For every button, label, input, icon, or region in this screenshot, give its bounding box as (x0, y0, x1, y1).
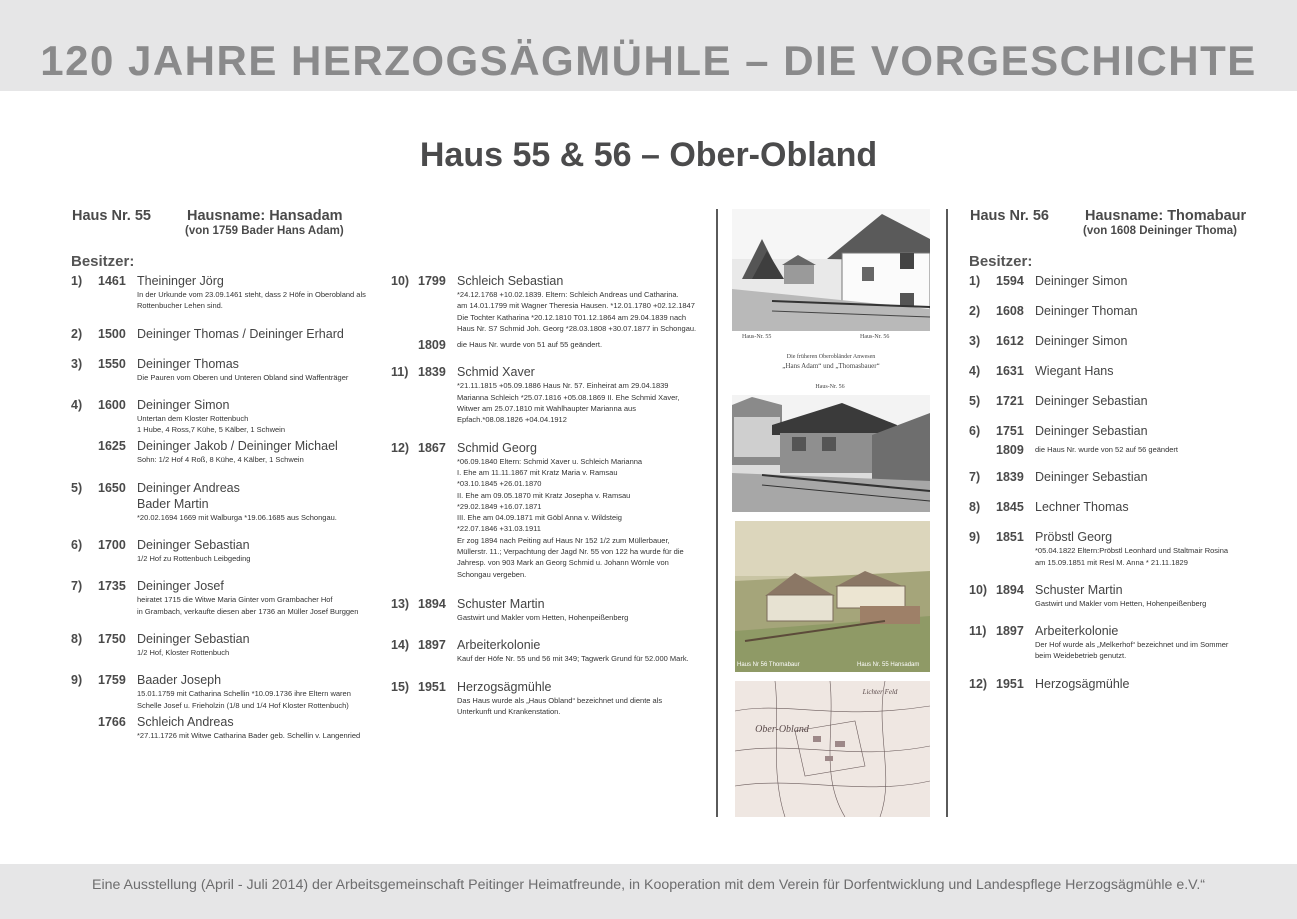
sub-entry-year: 1809 (418, 338, 446, 353)
owner-entry (391, 679, 711, 718)
owner-entry (969, 423, 1269, 455)
owner-entry (71, 480, 386, 523)
entry-number: 10) (391, 274, 410, 288)
sub-entry-year: 1766 (98, 714, 126, 729)
owner-entry (391, 637, 711, 664)
entry-year: 1897 (996, 624, 1024, 639)
entry-number: 6) (71, 538, 83, 553)
owner-name: Herzogsägmühle (1035, 676, 1130, 691)
entry-number: 1) (969, 274, 981, 288)
owners-label: Besitzer: (969, 253, 1033, 270)
owner-entry (71, 631, 386, 658)
owner-note-line: Gastwirt und Makler vom Hetten, Hohenpeißenberg (457, 612, 629, 622)
owner-note-line: II. Ehe am 09.05.1870 mit Kratz Josepha v. Ramsau (457, 490, 631, 500)
entry-year: 1461 (98, 274, 126, 288)
entry-year: 1550 (98, 356, 126, 371)
owner-note-line: 1 Hube, 4 Ross,7 Kühe, 5 Kälber, 1 Schwein (137, 425, 286, 435)
owner-name: Deininger Sebastian (1035, 424, 1148, 438)
owner-note-line: *03.10.1845 +26.01.1870 (457, 479, 542, 489)
sub-owner-name: Deininger Jakob / Deininger Michael (137, 439, 338, 454)
owner-name: Deininger Simon (1035, 334, 1128, 348)
entry-number: 8) (71, 631, 83, 646)
haus-55-number: Haus Nr. 55 (72, 208, 151, 224)
owner-entry (391, 596, 711, 623)
entry-number: 9) (969, 530, 981, 545)
sub-owner-note: Sohn: 1/2 Hof 4 Roß, 8 Kühe, 4 Kälber, 1 Schwein (137, 455, 304, 465)
owner-name: Pröbstl Georg (1035, 530, 1113, 545)
owner-note-line: Witwer am 25.07.1810 mit Wahlhaupter Marianna aus (457, 404, 636, 414)
historic-photo-barn (732, 395, 930, 512)
owner-entry (969, 529, 1269, 568)
haus-55-column (71, 205, 386, 741)
owner-note-line: Das Haus wurde als „Haus Obland“ bezeichnet und diente als (457, 695, 663, 705)
entry-year: 1897 (418, 638, 446, 653)
map-label-ober-obland: Ober-Obland (755, 724, 809, 735)
owner-name: Schleich Sebastian (457, 274, 564, 288)
painting-label-haus-56: Haus Nr 56 Thomabaur (737, 662, 800, 668)
owner-note-line: Er zog 1894 nach Peiting auf Haus Nr 152 1/2 zum Müllerbauer, (457, 535, 670, 545)
owner-entry (969, 333, 1269, 349)
owner-note-line: heiratet 1715 die Witwe Maria Ginter vom Grambacher Hof (137, 595, 333, 605)
entry-year: 1799 (418, 274, 446, 288)
owner-sub-entry (98, 714, 386, 741)
owner-note-line: In der Urkunde vom 23.09.1461 steht, dass 2 Höfe in Oberobland als Rottenbucher Lehen sind. (137, 290, 366, 311)
entry-number: 6) (969, 424, 981, 438)
owner-name: Deininger Josef (137, 579, 224, 594)
entry-number: 9) (71, 673, 83, 688)
photo-caption-haus-56: Haus-Nr. 56 (860, 334, 890, 340)
owner-note-line: *29.02.1849 +16.07.1871 (457, 501, 542, 511)
painting-label-haus-55: Haus Nr. 55 Hansadam (857, 662, 920, 668)
sub-entry-year: 1625 (98, 439, 126, 454)
entry-year: 1608 (996, 304, 1024, 318)
entry-year: 1612 (996, 334, 1024, 348)
owner-name: Theininger Jörg (137, 274, 224, 288)
owner-name: Lechner Thomas (1035, 500, 1129, 515)
owner-name: Deininger Thomas / Deininger Erhard (137, 326, 344, 341)
owner-sub-entry (418, 337, 711, 353)
owner-name: Arbeiterkolonie (1035, 624, 1119, 639)
entry-number: 7) (71, 579, 83, 594)
entry-year: 1894 (418, 596, 446, 611)
owner-note-line: Gastwirt und Makler vom Hetten, Hohenpeißenberg (1035, 598, 1207, 608)
entry-year: 1839 (418, 365, 446, 380)
map-label-field: Lichter Feld (862, 688, 898, 696)
owner-entry (71, 326, 386, 342)
entry-year: 1951 (996, 676, 1024, 691)
photo-caption-line-2: „Hans Adam“ und „Thomasbauer“ (782, 362, 880, 370)
sub-owner-note: die Haus Nr. wurde von 52 auf 56 geändert (1035, 445, 1179, 454)
owner-entry (391, 440, 711, 580)
owner-note-line: beim Weidebetrieb genutzt. (1035, 651, 1127, 661)
haus-55-since: (von 1759 Bader Hans Adam) (185, 225, 344, 237)
entry-number: 11) (969, 624, 987, 639)
haus-56-since: (von 1608 Deininger Thoma) (1083, 225, 1238, 237)
owner-note-line: 1/2 Hof, Kloster Rottenbuch (137, 647, 230, 657)
entry-number: 15) (391, 679, 410, 694)
entry-number: 7) (969, 470, 981, 485)
haus-55-name: Hausname: Hansadam (187, 208, 343, 224)
owner-name: Deininger Simon (1035, 274, 1128, 288)
historic-painting-farmstead (735, 521, 930, 672)
owner-name: Wiegant Hans (1035, 364, 1114, 378)
owner-entry (969, 273, 1269, 289)
entry-year: 1845 (996, 500, 1024, 515)
owner-note-line: *20.02.1694 1669 mit Walburga *19.06.1685 aus Schongau. (137, 512, 337, 522)
entry-year: 1851 (996, 530, 1024, 545)
divider-line-left (716, 209, 718, 817)
entry-year: 1594 (996, 274, 1024, 288)
haus-55-column-continued (391, 273, 711, 717)
entry-year: 1750 (98, 631, 126, 646)
owner-note-line: 1/2 Hof zu Rottenbuch Leibgeding (137, 554, 251, 564)
entry-number: 3) (71, 356, 83, 371)
historic-cadastral-map (735, 681, 930, 817)
entry-number: 2) (969, 304, 981, 318)
owner-name: Schmid Georg (457, 440, 537, 455)
owner-note-line: Haus Nr. S7 Schmid Joh. Georg *28.03.1808 +30.07.1877 in Schongau. (457, 323, 697, 333)
owner-sub-entry (996, 442, 1269, 457)
owner-entry (391, 364, 711, 425)
photo-caption-line-1: Die früheren Oberobländer Anwesen (786, 354, 876, 360)
owner-name: Herzogsägmühle (457, 679, 552, 694)
entry-number: 8) (969, 500, 981, 515)
footer-text: Eine Ausstellung (April - Juli 2014) der Arbeitsgemeinschaft Peitinger Heimatfreunde, in Kooperation mit dem Verein für Dorfentwicklung und Landespflege Herzogsägmühle e.V.“ (91, 877, 1206, 893)
owner-name: Deininger Sebastian (137, 631, 250, 646)
sub-owner-name: Schleich Andreas (137, 714, 234, 729)
entry-year: 1867 (418, 440, 446, 455)
haus-55-header (71, 205, 386, 241)
owner-entry (71, 672, 386, 741)
photo-label-haus-56: Haus-Nr. 56 (815, 384, 845, 390)
owner-name: Schuster Martin (457, 596, 545, 611)
owner-note-line: Die Tochter Katharina *20.12.1810 T01.12.1864 am 29.04.1839 nach (457, 312, 687, 322)
owner-note-line: Schongau vergeben. (457, 569, 527, 579)
owner-note-line: Jahresp. von 903 Mark an Georg Schmid u. Johann Wörnle von (457, 558, 669, 568)
entry-year: 1735 (98, 579, 126, 594)
owner-name: Deininger Thomas (137, 356, 239, 371)
owner-note-line: Epfach.*08.08.1826 +04.04.1912 (457, 415, 567, 425)
owner-name: Deininger Simon (137, 397, 230, 412)
owner-entry (71, 273, 386, 312)
entry-number: 11) (391, 365, 409, 380)
entry-number: 2) (71, 326, 83, 341)
haus-56-number: Haus Nr. 56 (970, 208, 1049, 224)
owners-label: Besitzer: (71, 253, 135, 270)
owner-name: Deininger Sebastian (137, 538, 250, 553)
entry-year: 1951 (418, 679, 446, 694)
owner-note-line: *06.09.1840 Eltern: Schmid Xaver u. Schleich Marianna (457, 456, 643, 466)
owner-note-line: 15.01.1759 mit Catharina Schellin *10.09.1736 ihre Eltern waren (137, 689, 351, 699)
entry-number: 5) (969, 394, 981, 408)
owner-note-line: Kauf der Höfe Nr. 55 und 56 mit 349; Tagwerk Grund für 52.000 Mark. (457, 654, 689, 664)
owner-name: Schmid Xaver (457, 365, 535, 380)
owner-entry (71, 397, 386, 466)
entry-year: 1600 (98, 397, 126, 412)
entry-year: 1631 (996, 364, 1024, 378)
owner-entry (969, 363, 1269, 379)
owner-name: Arbeiterkolonie (457, 638, 541, 653)
entry-year: 1721 (996, 394, 1024, 408)
owner-name: Deininger Sebastian (1035, 394, 1148, 408)
entry-year: 1700 (98, 538, 126, 553)
haus-56-header (969, 205, 1269, 241)
entry-number: 14) (391, 638, 410, 653)
page-subtitle: Haus 55 & 56 – Ober-Obland (419, 136, 878, 174)
owner-name: Schuster Martin (1035, 582, 1123, 597)
entry-number: 10) (969, 582, 988, 597)
entry-number: 12) (969, 676, 988, 691)
historic-photo-farmhouses (732, 209, 930, 331)
owner-entry (969, 469, 1269, 485)
owner-note-line: Der Hof wurde als „Melkerhof“ bezeichnet und im Sommer (1035, 640, 1229, 650)
owner-sub-entry (98, 438, 386, 465)
owner-entry (969, 303, 1269, 319)
owner-note-line: Die Pauren vom Oberen und Unteren Obland sind Waffenträger (137, 372, 349, 382)
owner-entry (969, 623, 1269, 662)
owner-note-line: *22.07.1846 +31.03.1911 (457, 524, 541, 534)
sub-entry-year: 1809 (996, 443, 1024, 457)
owner-note-line: *24.12.1768 +10.02.1839. Eltern: Schleich Andreas und Catharina. (457, 290, 679, 299)
entry-number: 5) (71, 480, 83, 495)
owner-name: Deininger Andreas (137, 480, 240, 495)
entry-year: 1759 (98, 673, 126, 688)
owner-note-line: Untertan dem Kloster Rottenbuch (137, 413, 249, 423)
owner-note-line: III. Ehe am 04.09.1871 mit Göbl Anna v. Wildsteig (457, 513, 622, 523)
haus-56-name: Hausname: Thomabaur (1085, 208, 1247, 224)
owner-name: Baader Joseph (137, 673, 222, 688)
owner-note-line: Müllerstr. 11.; Verpachtung der Jagd Nr. 55 von 122 ha wurde für die (457, 547, 684, 557)
entry-year: 1751 (996, 424, 1024, 438)
owner-note-line: in Grambach, verkaufte diesen aber 1736 an Müller Josef Burggen (137, 606, 359, 616)
owner-note-line: am 15.09.1851 mit Resl M. Anna * 21.11.1829 (1035, 557, 1188, 567)
entry-year: 1500 (98, 326, 126, 341)
owner-entry (71, 537, 386, 564)
owner-entry (969, 499, 1269, 515)
owner-entry (969, 393, 1269, 409)
owner-entry (969, 582, 1269, 609)
entry-year: 1650 (98, 480, 126, 495)
owner-entry (71, 578, 386, 617)
haus-56-column (969, 205, 1269, 692)
owner-note-line: Unterkunft und Krankenstation. (457, 706, 561, 716)
owner-note-line: am 14.01.1799 mit Wagner Theresia Hausen. *12.01.1780 +02.12.1847 (457, 301, 695, 311)
entry-number: 3) (969, 334, 981, 348)
owner-list-56 (969, 273, 1269, 692)
owner-note-line: Schelle Josef u. Frieholzin (1/8 und 1/4 Hof Kloster Rottenbuch) (137, 700, 349, 710)
owner-entry (391, 273, 711, 353)
owner-entry (969, 676, 1269, 692)
owner-note-line: *05.04.1822 Eltern:Pröbstl Leonhard und Staltmair Rosina (1035, 546, 1229, 556)
entry-number: 4) (969, 364, 981, 378)
owner-note-line: *21.11.1815 +05.09.1886 Haus Nr. 57. Einheirat am 29.04.1839 (457, 381, 669, 391)
owner-entry (71, 356, 386, 383)
entry-year: 1894 (996, 582, 1024, 597)
page-title: 120 JAHRE HERZOGSÄGMÜHLE – DIE VORGESCHICHTE (40, 37, 1257, 84)
entry-number: 1) (71, 274, 83, 288)
owner-name-secondary: Bader Martin (137, 496, 209, 511)
owner-note-line: Marianna Schleich *25.07.1816 +05.08.1869 II. Ehe Schmid Xaver, (457, 392, 680, 402)
owner-note-line: I. Ehe am 11.11.1867 mit Kratz Maria v. Ramsau (457, 467, 618, 477)
owner-name: Deininger Thoman (1035, 304, 1138, 318)
sub-owner-note: die Haus Nr. wurde von 51 auf 55 geändert. (457, 340, 603, 350)
sub-owner-note: *27.11.1726 mit Witwe Catharina Bader geb. Schellin v. Langenried (137, 730, 361, 740)
entry-number: 12) (391, 440, 410, 455)
photo-caption-haus-55: Haus-Nr. 55 (742, 334, 772, 340)
entry-number: 13) (391, 596, 410, 611)
divider-line-right (946, 209, 948, 817)
owner-list-55-part-2 (391, 273, 711, 717)
owner-name: Deininger Sebastian (1035, 470, 1148, 485)
entry-year: 1839 (996, 470, 1024, 485)
owner-list-55-part-1 (71, 273, 386, 741)
entry-number: 4) (71, 397, 83, 412)
